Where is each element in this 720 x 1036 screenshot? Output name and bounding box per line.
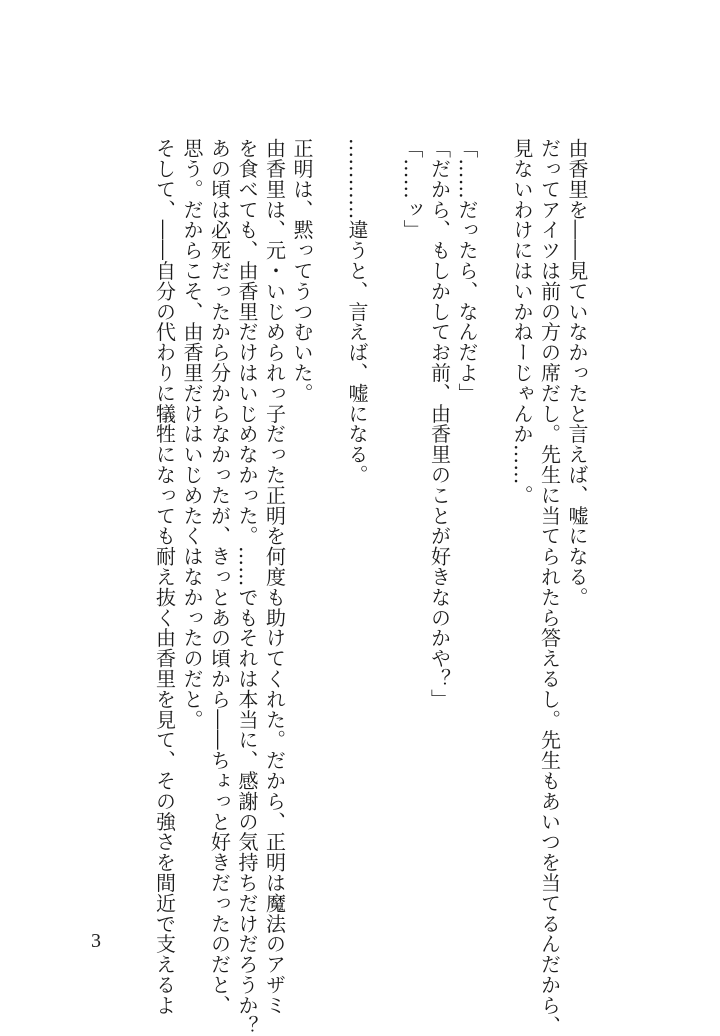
text-line: 「……だったら、なんだよ」 (455, 138, 479, 404)
text-line: あの頃は必死だったから分からなかったが、きっとあの頃から――ちょっと好きだったのだと、 (207, 138, 232, 1016)
text-line: 由香里は、元・いじめられっ子だった正明を何度も助けてくれた。だから、正明は魔法のアザミ (262, 138, 287, 1016)
text-line: そして、――自分の代わりに犠牲になっても耐え抜く由香里を見て、その強さを間近で支えるよ (152, 138, 177, 1016)
text-line: 「だから、もしかしてお前、由香里のことが好きなのかや？」 (427, 138, 452, 710)
blank-line (315, 138, 343, 938)
text-line: 見ないわけにはいかねーじゃんか……。 (510, 138, 534, 506)
text-line: 思う。だからこそ、由香里だけはいじめたくはなかったのだと。 (180, 138, 204, 730)
text-line: 正明は、黙ってうつむいた。 (290, 138, 314, 404)
vertical-body-text (150, 138, 590, 1036)
page-number: 3 (91, 930, 101, 952)
text-line: を食べても、由香里だけはいじめなかった。……でもそれは本当に、感謝の気持ちだけだろうか？ (235, 138, 259, 1036)
text-line: 「……ッ」 (400, 138, 424, 240)
text-line: 由香里を――見ていなかったと言えば、嘘になる。 (565, 138, 589, 608)
blank-line (370, 138, 398, 938)
blank-line (480, 138, 508, 938)
text-line: …………違うと、言えば、嘘になる。 (345, 138, 369, 485)
text-line: だってアイツは前の方の席だし。先生に当てられたら答えるし。先生もあいつを当てるんだから、 (537, 138, 562, 1036)
